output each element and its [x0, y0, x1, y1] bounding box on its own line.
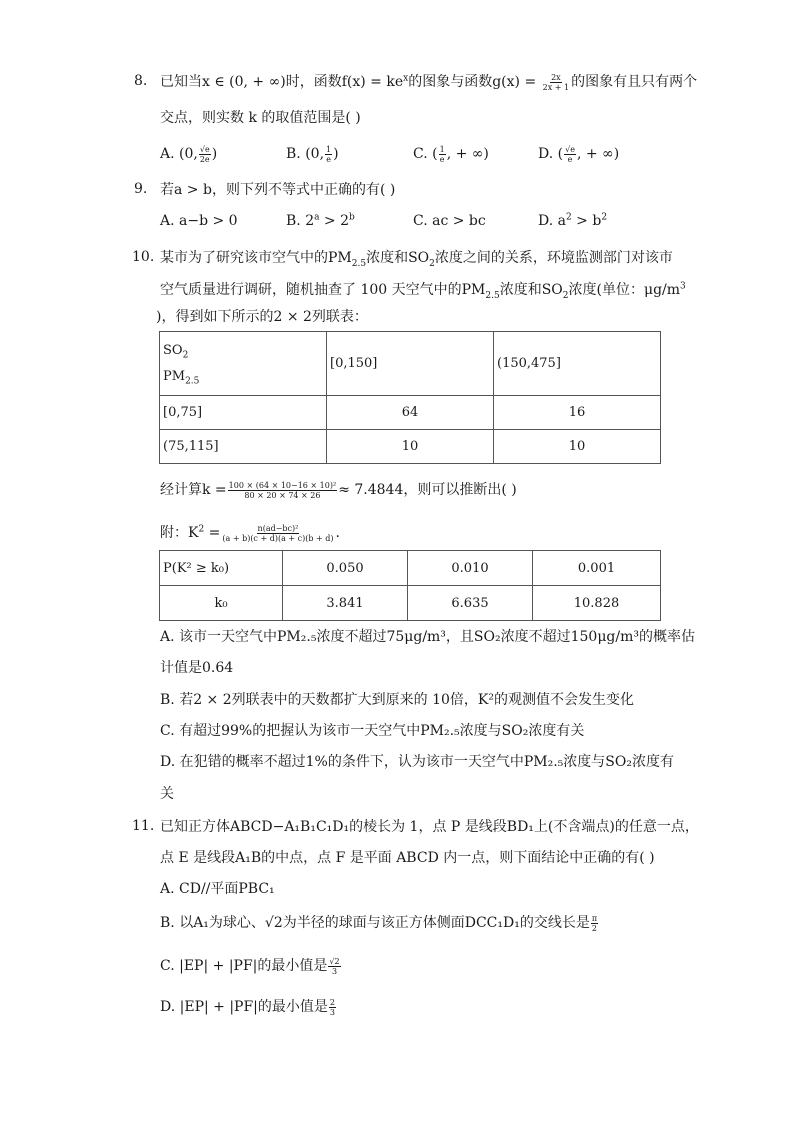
q11-opt-d-text: D. |EP| + |PF|的最小值是 [160, 999, 328, 1015]
header-so2-sub: 2 [182, 350, 189, 361]
table-row-label: P(K² ≥ k₀) [160, 551, 283, 586]
q8-opt-d-label: D. [538, 146, 554, 162]
q10-l2-sup: 3 [680, 281, 686, 292]
q9-option-d[interactable] [538, 211, 607, 231]
note-suffix: . [335, 525, 340, 541]
q8-text-b: 的图象与函数g(x) = [408, 74, 537, 90]
calc-numerator: 100 × (64 × 10−16 × 10)² [228, 480, 337, 490]
q10-l2-sub2: 2 [562, 290, 569, 301]
q8-text-c: 的图象有且只有两个 [571, 74, 698, 90]
q8-opt-b-den: e [326, 154, 331, 164]
q10-l1-a: 某市为了研究该市空气中的PM [160, 250, 352, 266]
q8-text-a: 已知当x ∈ (0, + ∞)时，函数f(x) = ke [160, 74, 404, 90]
critical-value-table [159, 550, 661, 621]
header-pm-sub: 2.5 [185, 376, 200, 387]
q11-number: 11. [132, 818, 155, 834]
note-exp: 2 [198, 524, 205, 535]
q9-opt-d-base: D. a [538, 213, 566, 229]
table-cell: 10.828 [533, 586, 661, 621]
contingency-table [159, 331, 661, 464]
q8-option-d[interactable] [538, 144, 619, 164]
table-cell: 0.050 [283, 551, 408, 586]
q10-calculation [160, 480, 517, 500]
table-cell: 6.635 [408, 586, 533, 621]
q9-opt-d-exp1: 2 [565, 212, 572, 223]
q8-option-c[interactable] [413, 144, 489, 164]
table-row [160, 396, 661, 430]
q8-opt-a-den: 2e [199, 154, 210, 164]
note-fraction [221, 524, 334, 543]
q10-stem-line2 [160, 280, 686, 300]
q8-opt-b-post: ) [333, 146, 339, 162]
q10-l2-c: 浓度(单位：μg/m [568, 282, 681, 298]
q11-opt-c-frac [328, 957, 340, 976]
q8-opt-c-frac [439, 145, 446, 164]
q8-opt-c-pre: ( [432, 146, 438, 162]
table-row [160, 586, 661, 621]
q10-option-a[interactable]: A. 该市一天空气中PM₂.₅浓度不超过75μg/m³，且SO₂浓度不超过150μg/m³的概率估 [160, 629, 695, 645]
q10-formula-note [160, 523, 340, 543]
q11-opt-b-den: 2 [591, 923, 598, 933]
q11-option-c[interactable] [160, 956, 342, 976]
q10-option-d-cont: 关 [160, 786, 174, 802]
table-row-label: k₀ [160, 586, 283, 621]
calc-prefix: 经计算k = [160, 482, 227, 498]
q11-opt-d-den: 3 [329, 1007, 335, 1017]
q11-opt-c-text: C. |EP| + |PF|的最小值是 [160, 958, 328, 974]
q10-l2-a: 空气质量进行调研，随机抽查了 100 天空气中的PM [160, 282, 486, 298]
q9-opt-b-exp1: a [314, 212, 320, 223]
q11-opt-c-num: √2 [329, 956, 340, 966]
table-cell: 3.841 [283, 586, 408, 621]
calc-suffix: ≈ 7.4844，则可以推断出( ) [338, 482, 517, 498]
q8-opt-a-pre: (0, [179, 146, 198, 162]
table-cell: 0.001 [533, 551, 661, 586]
q9-opt-b-exp2: b [349, 212, 355, 223]
q8-opt-d-post: , + ∞) [576, 146, 620, 162]
q9-number: 9. [134, 181, 148, 197]
q8-opt-b-num: 1 [326, 144, 332, 154]
q8-opt-d-num: √e [565, 144, 575, 154]
q8-opt-c-label: C. [413, 146, 428, 162]
table-row [160, 430, 661, 464]
q8-opt-d-den: e [567, 154, 573, 164]
table-col1-header: [0,150] [327, 332, 494, 396]
q9-opt-b-mid: > 2 [319, 213, 350, 229]
q8-option-a[interactable] [160, 144, 217, 164]
q8-option-b[interactable] [286, 144, 339, 164]
q11-opt-b-frac [591, 914, 598, 933]
table-cell: 10 [327, 430, 494, 464]
q8-opt-d-pre: ( [557, 146, 564, 162]
q8-opt-a-label: A. [160, 146, 175, 162]
q8-opt-a-post: ) [211, 146, 218, 162]
q11-option-b[interactable] [160, 913, 599, 933]
q8-fraction [542, 73, 570, 92]
q10-l2-b: 浓度和SO [499, 282, 563, 298]
q10-option-b[interactable]: B. 若2 × 2列联表中的天数都扩大到原来的 10倍，K²的观测值不会发生变化 [160, 692, 634, 708]
q10-l1-sub1: 2.5 [351, 258, 367, 269]
q8-opt-a-num: √e [199, 144, 210, 154]
q11-option-d[interactable] [160, 997, 337, 1017]
q11-option-a[interactable]: A. CD//平面PBC₁ [160, 881, 275, 897]
q8-opt-b-frac [325, 145, 332, 164]
q9-stem: 若a > b，则下列不等式中正确的有( ) [160, 182, 396, 198]
q8-frac-num: 2x [551, 72, 561, 82]
q11-opt-b-num: π [591, 913, 598, 923]
q10-l1-b: 浓度和SO [366, 250, 430, 266]
q8-stem-line1 [160, 72, 697, 92]
q10-option-c[interactable]: C. 有超过99%的把握认为该市一天空气中PM₂.₅浓度与SO₂浓度有关 [160, 723, 585, 739]
q9-option-b[interactable] [286, 211, 355, 231]
table-cell: 10 [494, 430, 661, 464]
table-corner-cell [160, 332, 327, 396]
q8-exp: x [403, 73, 409, 84]
q9-option-a[interactable]: A. a−b > 0 [160, 213, 238, 229]
q8-opt-c-den: e [439, 154, 445, 164]
table-header-row [160, 332, 661, 396]
q10-l1-sub2: 2 [429, 258, 435, 269]
calc-denominator: 80 × 20 × 74 × 26 [244, 490, 321, 500]
table-cell: 16 [494, 396, 661, 430]
table-cell: 64 [327, 396, 494, 430]
note-eq: = [204, 525, 221, 541]
q10-option-a-cont: 计值是0.64 [160, 660, 234, 676]
calc-fraction [228, 481, 338, 500]
q10-l2-sub1: 2.5 [485, 290, 500, 301]
q10-option-d[interactable]: D. 在犯错的概率不超过1%的条件下，认为该市一天空气中PM₂.₅浓度与SO₂浓度有 [160, 754, 674, 770]
q9-option-c[interactable]: C. ac > bc [413, 213, 486, 229]
q8-opt-b-label: B. [286, 146, 301, 162]
q8-number: 8. [134, 73, 148, 89]
q11-opt-d-frac [329, 998, 336, 1017]
q9-opt-d-exp2: 2 [601, 212, 608, 223]
q11-opt-d-num: 2 [329, 997, 335, 1007]
header-pm: PM [163, 368, 186, 384]
q9-opt-b-base: B. 2 [286, 213, 315, 229]
q11-opt-c-den: 3 [331, 966, 338, 976]
q9-opt-d-mid: > b [571, 213, 602, 229]
note-denominator: (a + b)(c + d)(a + c)(b + d) [222, 533, 334, 543]
table-col2-header: (150,475] [494, 332, 661, 396]
header-so2: SO [163, 342, 183, 358]
q8-opt-d-frac [564, 145, 576, 164]
q8-opt-c-num: 1 [439, 144, 445, 154]
q10-l1-c: 浓度之间的关系，环境监测部门对该市 [434, 250, 673, 266]
q8-opt-c-post: , + ∞) [446, 146, 489, 162]
table-row-label: [0,75] [160, 396, 327, 430]
q8-opt-b-pre: (0, [305, 146, 325, 162]
q10-number: 10. [132, 249, 155, 265]
q11-stem-line2: 点 E 是线段A₁B的中点，点 F 是平面 ABCD 内一点，则下面结论中正确的有( ) [160, 850, 655, 866]
q10-stem-line1 [160, 248, 673, 268]
q8-opt-a-frac [199, 145, 211, 164]
note-prefix: 附：K [160, 525, 199, 541]
table-cell: 0.010 [408, 551, 533, 586]
q11-stem-line1: 已知正方体ABCD−A₁B₁C₁D₁的棱长为 1，点 P 是线段BD₁上(不含端点)的任意一点， [160, 819, 699, 835]
q10-stem-line3: )，得到如下所示的2 × 2列联表： [156, 309, 368, 325]
table-row-label: (75,115] [160, 430, 327, 464]
note-numerator: n(ad−bc)² [257, 523, 299, 533]
q8-stem-line2: 交点，则实数 k 的取值范围是( ) [160, 110, 361, 126]
q11-opt-b-text: B. 以A₁为球心、√2为半径的球面与该正方体侧面DCC₁D₁的交线长是 [160, 915, 590, 931]
table-row [160, 551, 661, 586]
q8-frac-den: 2x + 1 [542, 82, 570, 92]
